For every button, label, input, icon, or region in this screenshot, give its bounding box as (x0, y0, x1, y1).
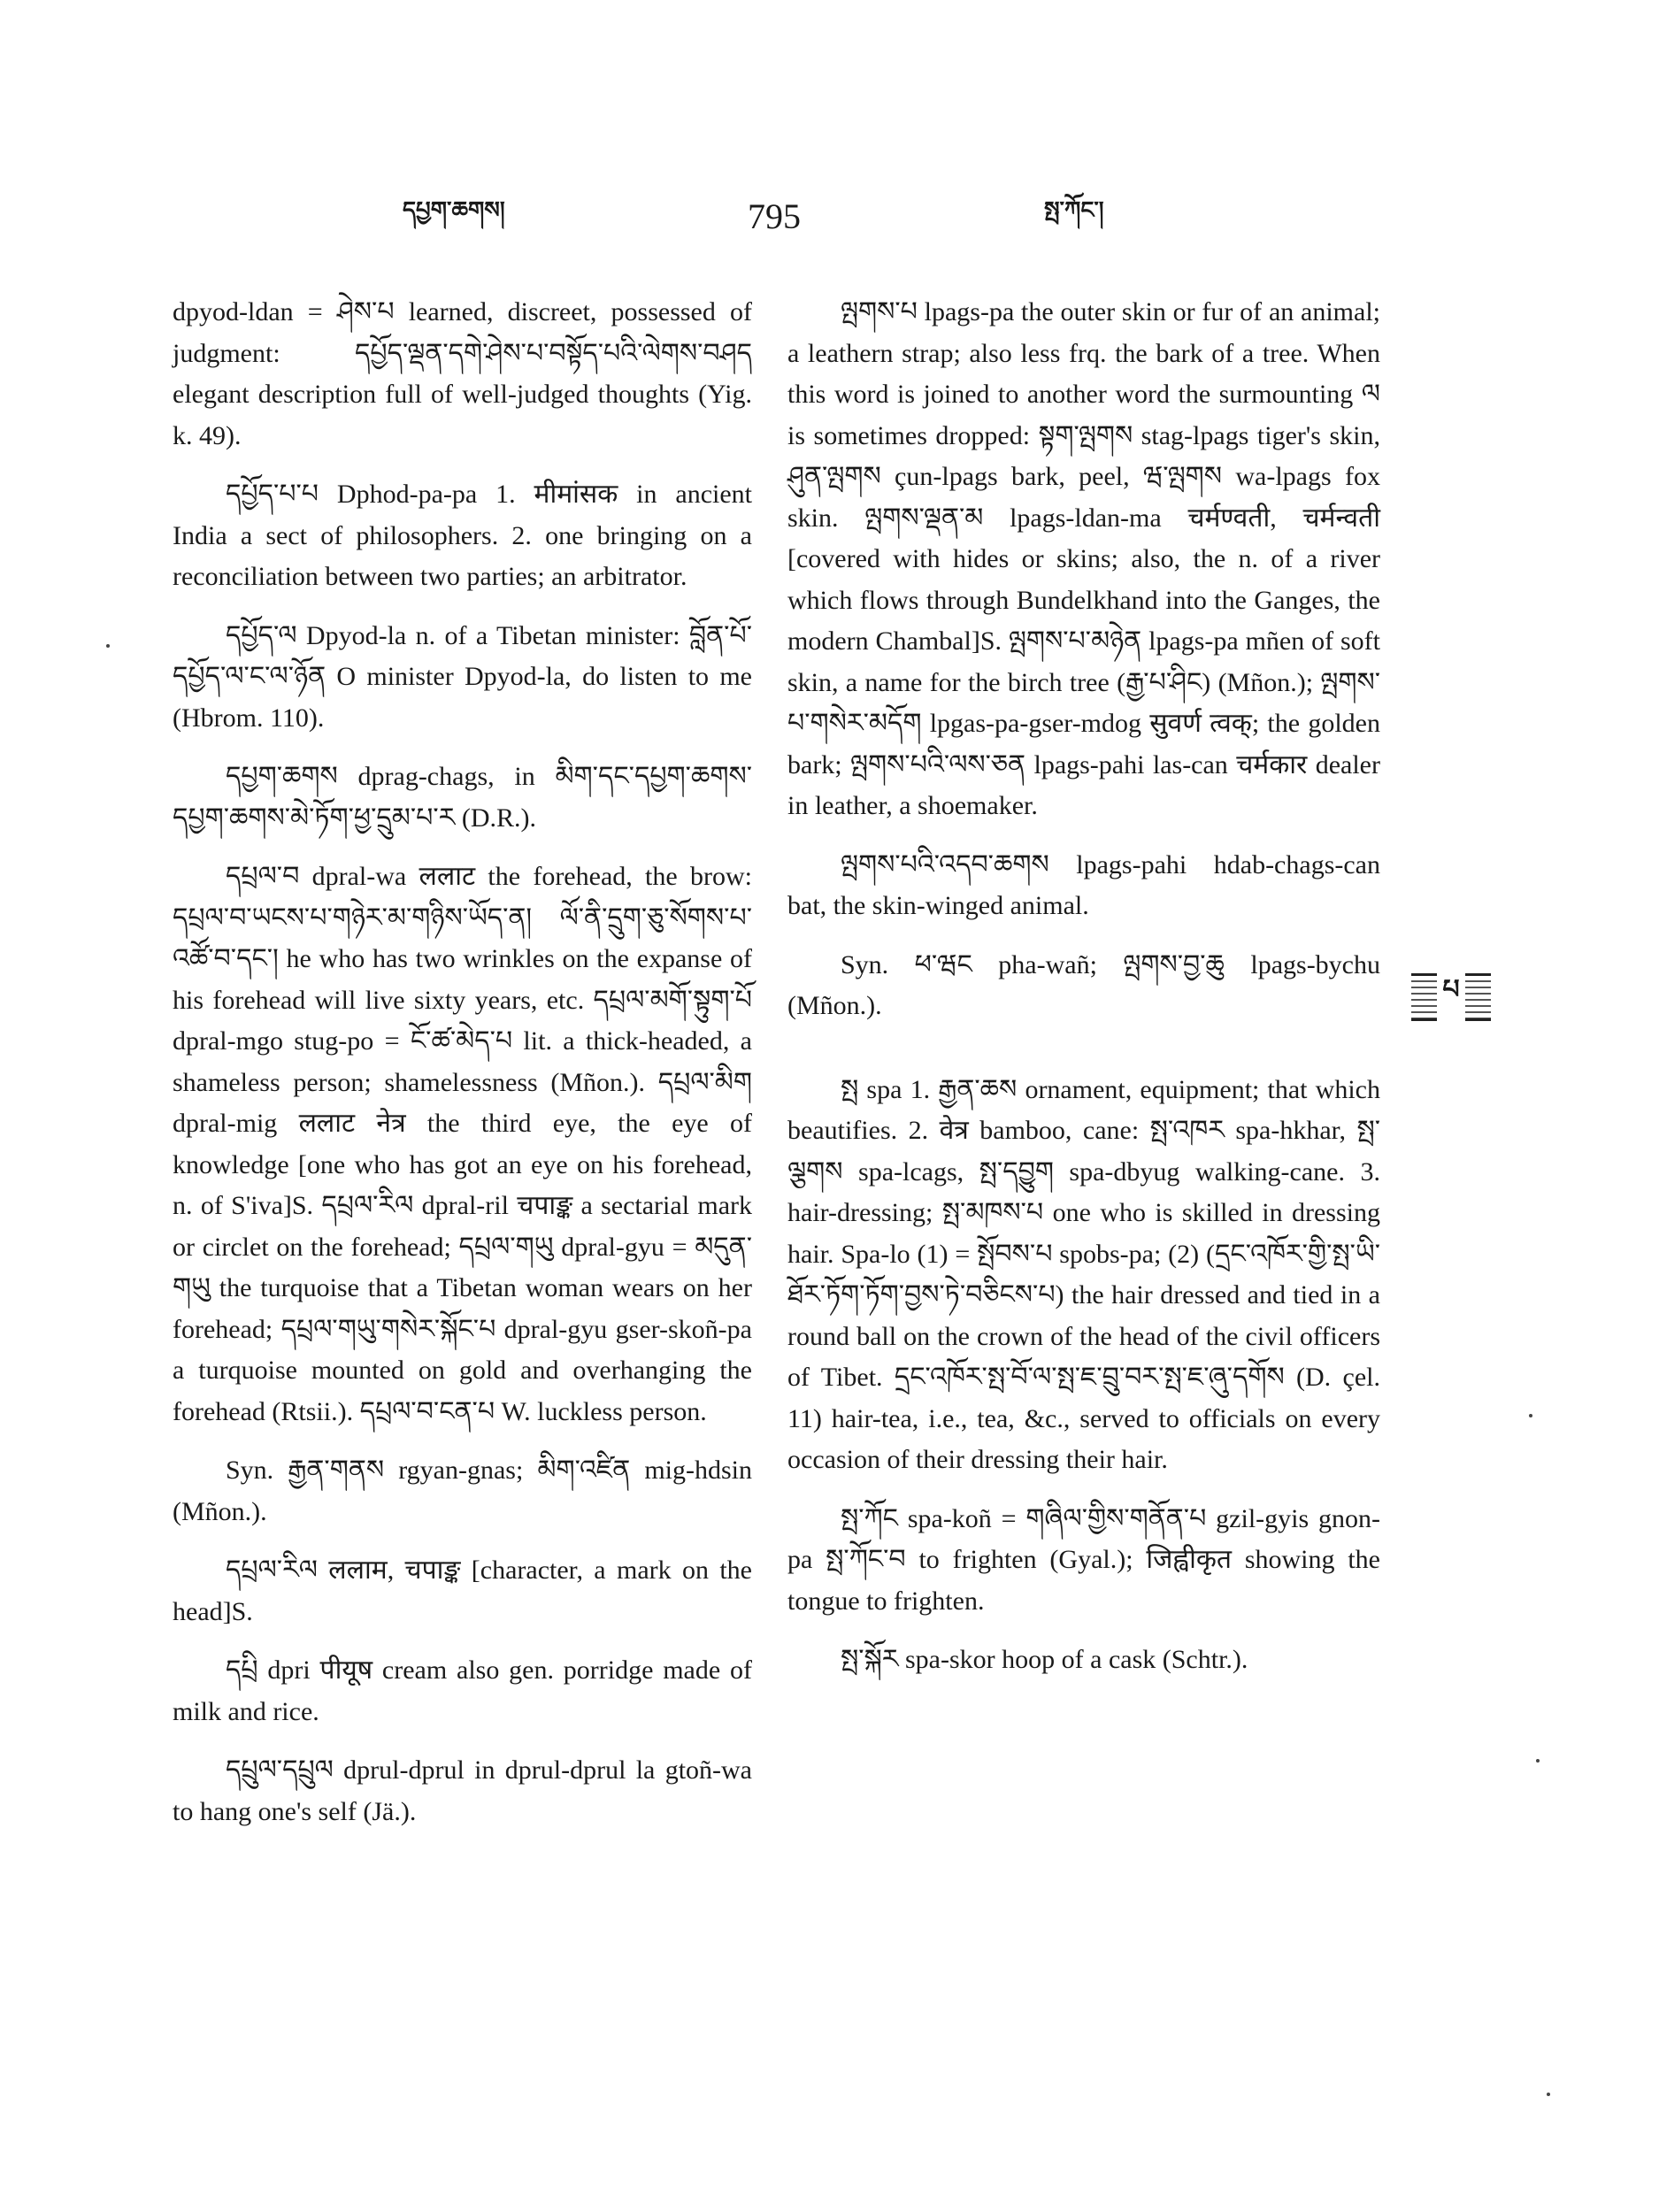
dictionary-entry: དཔྲུལ་དཔྲུལ dprul-dprul in dprul-dprul la gtoñ-wa to hang one's self (Jä.). (173, 1755, 752, 1826)
right-column (787, 292, 1380, 1699)
print-speck (1547, 2093, 1550, 2096)
dictionary-entry: སྤ་སྐོར spa-skor hoop of a cask (Schtr.). (841, 1645, 1248, 1674)
dictionary-entry: dpyod-ldan = ཤེས་པ learned, discreet, possessed of judgment: དཔྱོད་ལྡན་དགེ་ཤེས་པ་བསྟོད་པའི་ལེགས་བཤད elegant description full of well-judged thoughts (Yig. k. 49). (173, 297, 752, 450)
running-head-left: དཔྱག་ཆགས། (403, 197, 505, 224)
thumb-index-letter: པ (1437, 960, 1464, 1034)
spacer (787, 1045, 1380, 1070)
page-number: 795 (748, 196, 801, 236)
dictionary-entry: ལྤགས་པ lpags-pa the outer skin or fur of an animal; a leathern strap; also less frq. the bark of a tree. When this word is joined to another word the surmounting ལ is sometimes dropped: སྟག་ལྤགས stag-lpags tiger's skin, ཤུན་ལྤགས çun-lpags bark, peel, ཝ་ལྤགས wa-lpags fox skin. ལྤགས་ལྡན་མ lpags-ldan-ma चर्मण्वती, चर्मन्वती [covered with hides or skins; also, the n. of a river which flows through Bundelkhand into the Ganges, the modern Chambal]S. ལྤགས་པ་མཉེན lpags-pa mñen of soft skin, a name for the birch tree (རྒྱ་པ་ཤིང) (Mñon.); ལྤགས་པ་གསེར་མདོག lpgas-pa-gser-mdog सुवर्ण त्वक्; the golden bark; ལྤགས་པའི་ལས་ཅན lpags-pahi las-can चर्मकार dealer in leather, a shoemaker. (787, 297, 1380, 820)
dictionary-entry: དཔྱོད་ལ Dpyod-la n. of a Tibetan minister: བློན་པོ་དཔྱོད་ལ་ང་ལ་ཉོན O minister Dpyod-la, do listen to me (Hbrom. 110). (173, 620, 752, 733)
print-speck (1529, 1414, 1532, 1417)
dictionary-entry: སྤ་ཀོང spa-koñ = གཞིལ་གྱིས་གནོན་པ gzil-gyis gnon-pa སྤ་ཀོང་བ to frighten (Gyal.); जिह्वीकृत showing the tongue to frighten. (787, 1503, 1380, 1616)
dictionary-entry: དཔྱག་ཆགས dprag-chags, in མིག་དང་དཔྱག་ཆགས་དཔྱག་ཆགས་མེ་ཏོག་ཕྱ་དྲུམ་པ་ར (D.R.). (173, 762, 752, 833)
dictionary-entry: དཔྱོད་པ་པ Dphod-pa-pa 1. मीमांसक in ancient India a sect of philosophers. 2. one bringing on a reconciliation between two parties; an arbitrator. (173, 480, 752, 591)
left-column (173, 292, 752, 1850)
running-head-right: སྤ་ཀོང་། (1044, 197, 1104, 224)
dictionary-entry: སྤ spa 1. རྒྱན་ཆས ornament, equipment; that which beautifies. 2. वेत्र bamboo, cane: སྤ་འཁར spa-hkhar, སྤ་ལྕགས spa-lcags, སྤ་དབྱུག spa-dbyug walking-cane. 3. hair-dressing; སྤ་མཁས་པ one who is skilled in dressing hair. Spa-lo (1) = སྤོབས་པ spobs-pa; (2) (དྲང་འཁོར་གྱི་སྤ་ཡི་ཐོར་ཏོག་ཏོག་བྱས་ཏེ་བཅིངས་པ) the hair dressed and tied in a round ball on the crown of the head of the civil officers of Tibet. དྲང་འཁོར་སྤ་བོ་ལ་སྤ་ཇ་བྲུ་བར་སྤ་ཇ་ཞུ་དགོས (D. çel. 11) hair-tea, i.e., tea, &c., served to officials on every occasion of their dressing their hair. (787, 1074, 1380, 1474)
dictionary-entry: དཔྲལ་བ dpral-wa ललाट the forehead, the brow: དཔྲལ་བ་ཡངས་པ་གཉེར་མ་གཉིས་ཡོད་ན། ལོ་ནི་དྲུག་ཅུ་སོགས་པ་འཚོ་བ་དང་། he who has two wrinkles on the expanse of his forehead will live sixty years, etc. དཔྲལ་མགོ་སྟུག་པོ dpral-mgo stug-po = ངོ་ཚ་མེད་པ lit. a thick-headed, a shameless person; shamelessness (Mñon.). དཔྲལ་མིག dpral-mig ललाट नेत्र the third eye, the eye of knowledge [one who has got an eye on his forehead, n. of S'iva]S. དཔྲལ་རིལ dpral-ril चपाङ्क a sectarial mark or circlet on the forehead; དཔྲལ་གཡུ dpral-gyu = མདུན་གཡུ the turquoise that a Tibetan woman wears on her forehead; དཔྲལ་གཡུ་གསེར་སྐོང་པ dpral-gyu gser-skoñ-pa a turquoise mounted on gold and overhanging the forehead (Rtsii.). དཔྲལ་བ་ངན་པ W. luckless person. (173, 862, 752, 1426)
dictionary-entry: Syn. རྒྱན་གནས rgyan-gnas; མིག་འཛིན mig-hdsin (Mñon.). (173, 1455, 752, 1526)
dictionary-entry: དཔྲལ་རིལ ललाम, चपाङ्क [character, a mark on the head]S. (173, 1555, 752, 1626)
dictionary-entry: ལྤགས་པའི་འདབ་ཆགས lpags-pahi hdab-chags-can bat, the skin-winged animal. (787, 849, 1380, 920)
print-speck (106, 644, 110, 648)
dictionary-entry: དཔྲི dpri पीयूष cream also gen. porridge made of milk and rice. (173, 1655, 752, 1726)
print-speck (1536, 1759, 1540, 1763)
dictionary-entry: Syn. ཕ་ཝང pha-wañ; ལྤགས་བྱ་ཆུ lpags-bychu (Mñon.). (787, 949, 1380, 1020)
thumb-index-tab (1411, 973, 1491, 1021)
